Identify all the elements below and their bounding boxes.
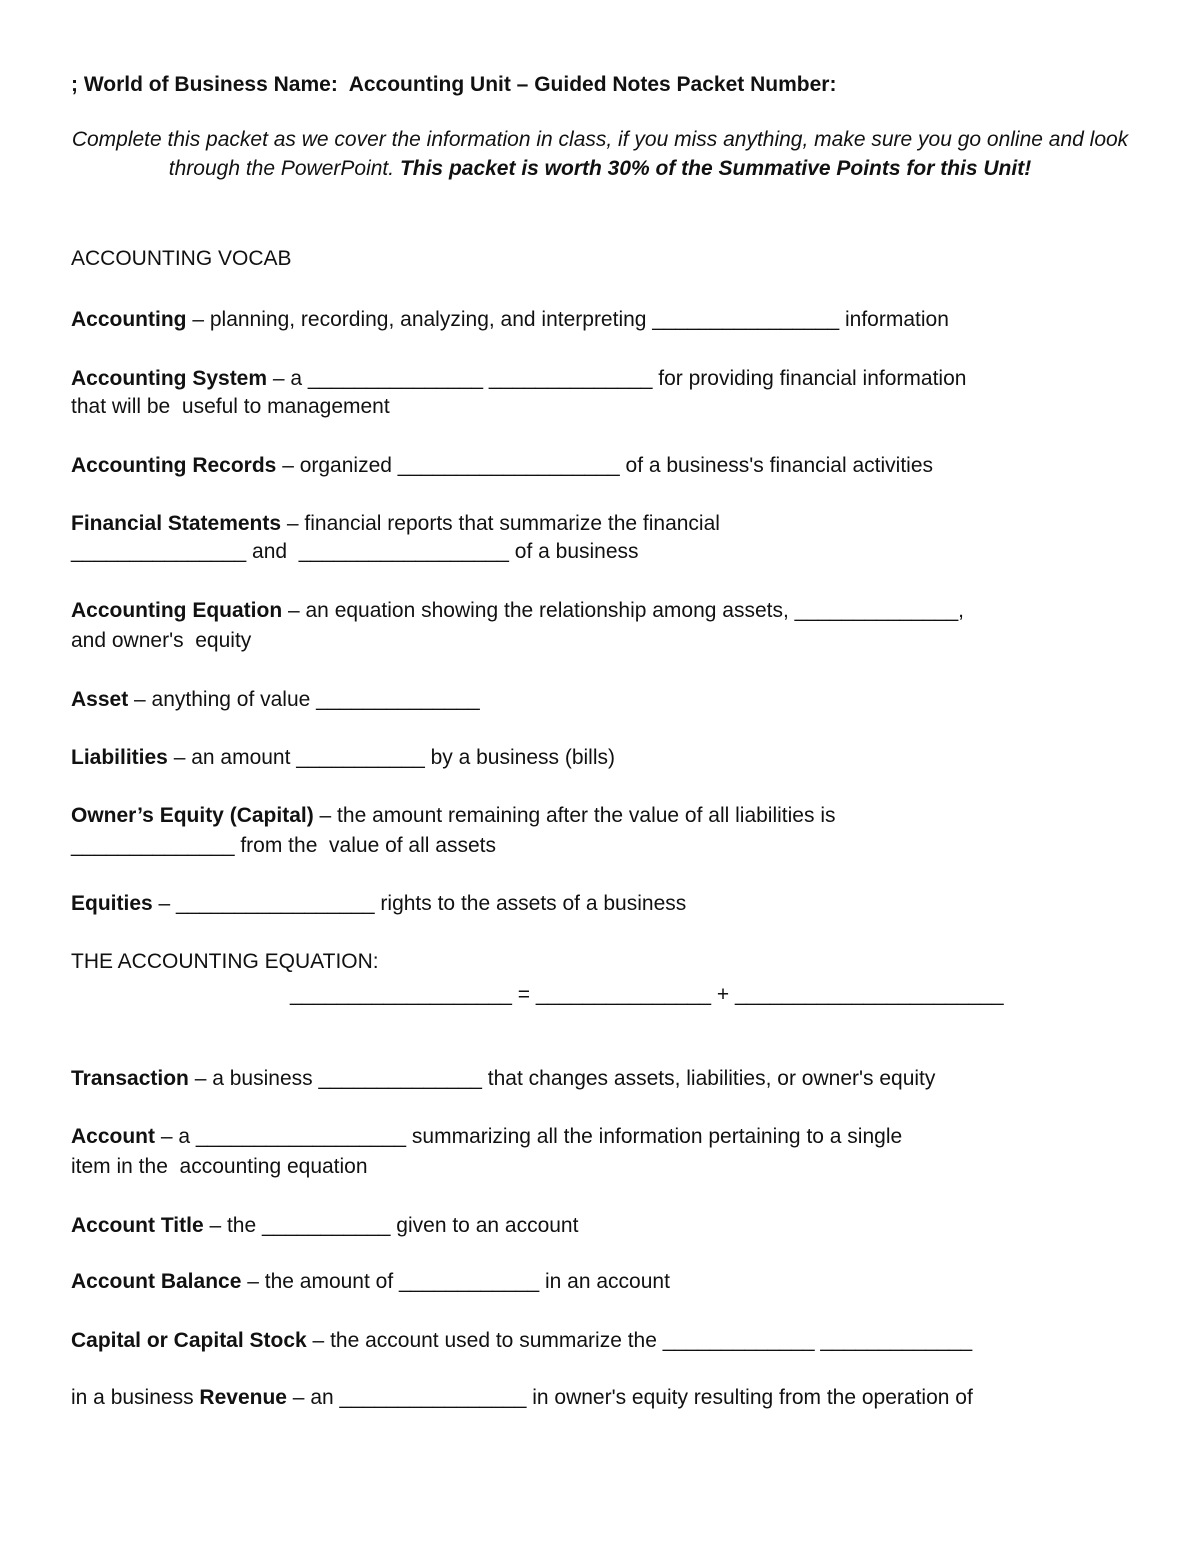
vocab-definition: – an amount ___________ by a business (bills) (167, 746, 615, 769)
packet-header: ; World of Business Name: Accounting Unit – Guided Notes Packet Number: (71, 73, 837, 96)
vocab-term: Liabilities (71, 746, 168, 769)
vocab-entry-capital-stock (71, 1326, 972, 1355)
vocab-definition-continued: that will be useful to management (71, 395, 390, 418)
vocab-term: Financial Statements (71, 512, 282, 535)
vocab-term: Account Title (71, 1214, 204, 1237)
vocab-term: Owner’s Equity (Capital) (71, 804, 314, 827)
vocab-entry-accounting-system (71, 364, 966, 393)
vocab-definition: – planning, recording, analyzing, and interpreting ________________ information (186, 308, 949, 331)
revenue-prefix: in a business (71, 1386, 200, 1409)
vocab-term: Revenue (199, 1386, 287, 1409)
vocab-term: Accounting Equation (71, 599, 283, 622)
vocab-definition: – an equation showing the relationship among assets, ______________, (282, 599, 964, 622)
vocab-entry-owners-equity (71, 801, 835, 830)
vocab-entry-accounting (71, 305, 949, 334)
vocab-term: Equities (71, 892, 153, 915)
vocab-definition: – the account used to summarize the _____________ _____________ (306, 1329, 973, 1352)
vocab-entry-accounting-records (71, 451, 933, 480)
vocab-term: Account Balance (71, 1270, 242, 1293)
vocab-term: Account (71, 1125, 155, 1148)
packet-instructions (70, 125, 1130, 183)
vocab-entry-account (71, 1122, 902, 1151)
vocab-term: Accounting Records (71, 454, 277, 477)
vocab-term: Capital or Capital Stock (71, 1329, 307, 1352)
vocab-definition-continued: and owner's equity (71, 629, 252, 652)
vocab-term: Transaction (71, 1067, 189, 1090)
vocab-definition-continued: ______________ from the value of all assets (71, 834, 496, 857)
vocab-definition: – organized ___________________ of a business's financial activities (276, 454, 934, 477)
instructions-text: Complete this packet as we cover the information in class, if you miss anything, make sure you go online and look through the PowerPoint. (71, 128, 1129, 180)
vocab-entry-accounting-equation (71, 596, 964, 625)
section-heading-equation: THE ACCOUNTING EQUATION: (71, 950, 379, 973)
vocab-entry-financial-statements (71, 509, 720, 538)
vocab-definition: – the amount of ____________ in an account (241, 1270, 670, 1293)
vocab-definition-continued: item in the accounting equation (71, 1155, 368, 1178)
vocab-entry-equities (71, 889, 686, 918)
vocab-definition: – anything of value ______________ (128, 688, 480, 711)
vocab-entry-account-title (71, 1211, 578, 1240)
vocab-entry-asset (71, 685, 480, 714)
vocab-definition: – a business ______________ that changes assets, liabilities, or owner's equity (188, 1067, 936, 1090)
vocab-definition: – _________________ rights to the assets of a business (152, 892, 687, 915)
vocab-entry-liabilities (71, 743, 615, 772)
vocab-definition: – a _______________ ______________ for providing financial information (267, 367, 967, 390)
vocab-entry-transaction (71, 1064, 935, 1093)
vocab-term: Accounting System (71, 367, 268, 390)
vocab-definition: – the ___________ given to an account (203, 1214, 579, 1237)
vocab-definition: – financial reports that summarize the financial (281, 512, 720, 535)
vocab-term: Asset (71, 688, 129, 711)
vocab-definition-continued: _______________ and __________________ of a business (71, 540, 639, 563)
section-heading-vocab: ACCOUNTING VOCAB (71, 247, 292, 270)
vocab-definition: – an ________________ in owner's equity resulting from the operation of (286, 1386, 973, 1409)
equation-blanks: ___________________ = _______________ + _______________________ (290, 983, 1004, 1006)
vocab-term: Accounting (71, 308, 187, 331)
vocab-entry-account-balance (71, 1267, 670, 1296)
vocab-definition: – a __________________ summarizing all the information pertaining to a single (155, 1125, 903, 1148)
vocab-definition: – the amount remaining after the value of all liabilities is (313, 804, 836, 827)
instructions-emphasis: This packet is worth 30% of the Summative Points for this Unit! (399, 157, 1032, 180)
vocab-entry-revenue (71, 1383, 973, 1412)
